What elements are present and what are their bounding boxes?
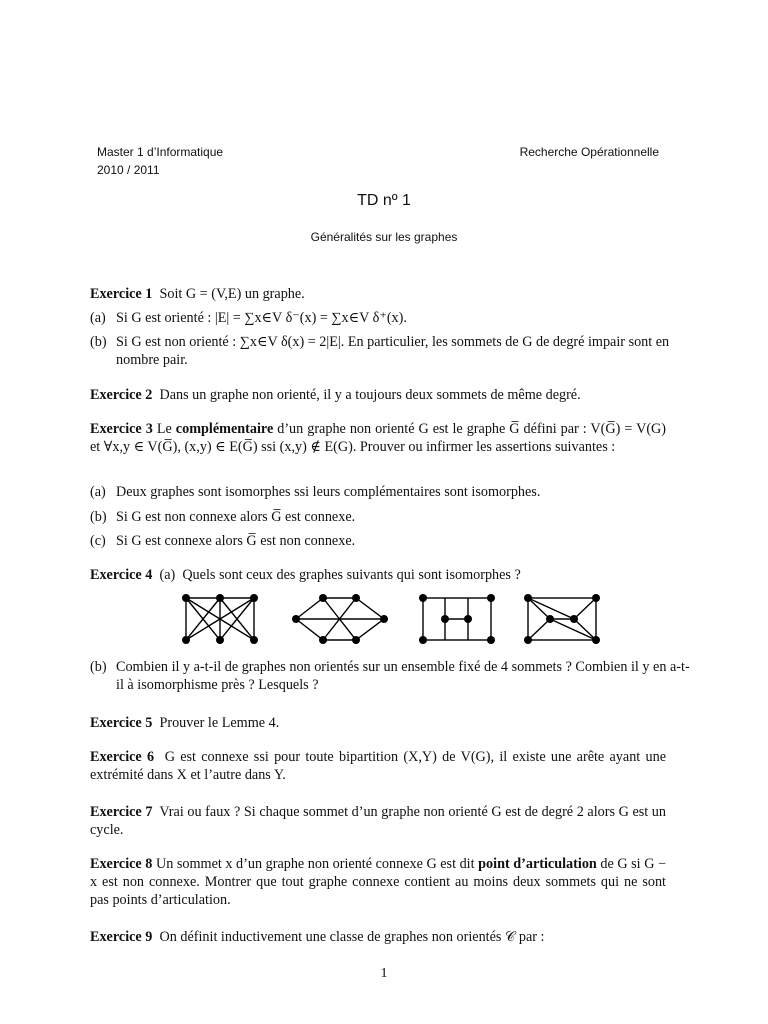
course-name: Master 1 d’Informatique bbox=[97, 145, 224, 159]
exercise-1-text: Soit G = (V,E) un graphe. bbox=[159, 286, 305, 302]
exercise-8 bbox=[90, 855, 666, 909]
exercise-9 bbox=[90, 928, 666, 946]
exercise-8-text-pre: Un sommet x d’un graphe non orienté connexe G est dit bbox=[155, 856, 479, 872]
exercise-2 bbox=[90, 386, 666, 404]
exercise-3-b-label: (b) bbox=[90, 509, 107, 525]
exercise-1-a-text: Si G est orienté : |E| = ∑x∈V δ⁻(x) = ∑x∈V δ⁺(x). bbox=[116, 310, 407, 326]
exercise-1-b-label: (b) bbox=[90, 334, 107, 350]
graph-1 bbox=[182, 594, 258, 644]
exercise-8-text-post: de G si G − x est non connexe. Montrer que tout graphe connexe contient au moins deux sommets qui ne sont pas points d’articulation. bbox=[90, 856, 667, 908]
graph-3 bbox=[419, 594, 495, 644]
exercise-7-label: Exercice 7 bbox=[90, 804, 153, 820]
exercise-3-bold-term: complémentaire bbox=[175, 421, 274, 437]
exercise-3-c-label: (c) bbox=[90, 533, 106, 549]
exercise-1 bbox=[90, 285, 666, 303]
exercise-7 bbox=[90, 803, 666, 839]
exercise-9-text: On définit inductivement une classe de graphes non orientés 𝒞 par : bbox=[159, 929, 545, 945]
exercise-2-label: Exercice 2 bbox=[90, 387, 153, 403]
graph-4 bbox=[524, 594, 600, 644]
exercise-8-label: Exercice 8 bbox=[90, 856, 153, 872]
subject-name: Recherche Opérationnelle bbox=[519, 145, 659, 159]
exercise-3-label: Exercice 3 bbox=[90, 421, 153, 437]
graphs-figure bbox=[0, 585, 768, 655]
exercise-3-a bbox=[90, 483, 666, 501]
exercise-1-b bbox=[90, 333, 692, 369]
exercise-3-text-pre: Le bbox=[156, 421, 176, 437]
page-number: 1 bbox=[380, 966, 388, 981]
exercise-3-b-text: Si G est non connexe alors G̅ est connexe. bbox=[116, 509, 356, 525]
exercise-3-a-text: Deux graphes sont isomorphes ssi leurs complémentaires sont isomorphes. bbox=[116, 484, 541, 500]
exercise-6-label: Exercice 6 bbox=[90, 749, 155, 765]
exercise-4-b bbox=[90, 658, 692, 694]
exercise-6-text: G est connexe ssi pour toute bipartition (X,Y) de V(G), il existe une arête ayant une extrémité dans X et l’autre dans Y. bbox=[90, 749, 667, 783]
exercise-2-text: Dans un graphe non orienté, il y a toujours deux sommets de même degré. bbox=[159, 387, 581, 403]
graph-2 bbox=[292, 594, 388, 644]
exercise-3-c bbox=[90, 532, 666, 550]
exercise-3-b bbox=[90, 508, 666, 526]
exercise-5-label: Exercice 5 bbox=[90, 715, 153, 731]
exercise-4-label: Exercice 4 bbox=[90, 567, 153, 583]
exercise-9-label: Exercice 9 bbox=[90, 929, 153, 945]
exercise-6 bbox=[90, 748, 666, 784]
exercise-4-b-text: Combien il y a-t-il de graphes non orientés sur un ensemble fixé de 4 sommets ? Combien il y en a-t-il à isomorphisme près ? Lesquels ? bbox=[116, 659, 690, 693]
exercise-1-a-label: (a) bbox=[90, 310, 106, 326]
page-title: TD nº 1 bbox=[357, 192, 411, 209]
exercise-3-a-label: (a) bbox=[90, 484, 106, 500]
exercise-3 bbox=[90, 420, 666, 456]
exercise-1-a bbox=[90, 309, 666, 327]
academic-year: 2010 / 2011 bbox=[97, 163, 160, 177]
exercise-3-c-text: Si G est connexe alors G̅ est non connexe. bbox=[116, 533, 356, 549]
exercise-7-text: Vrai ou faux ? Si chaque sommet d’un graphe non orienté G est de degré 2 alors G est un cycle. bbox=[90, 804, 666, 838]
exercise-8-bold-term: point d’articulation bbox=[478, 856, 597, 872]
exercise-5 bbox=[90, 714, 666, 732]
exercise-1-label: Exercice 1 bbox=[90, 286, 153, 302]
exercise-5-text: Prouver le Lemme 4. bbox=[159, 715, 280, 731]
exercise-4-a-label: (a) bbox=[159, 567, 176, 583]
exercise-4 bbox=[90, 566, 666, 584]
exercise-4-b-label: (b) bbox=[90, 659, 107, 675]
exercise-4-a-text: Quels sont ceux des graphes suivants qui sont isomorphes ? bbox=[182, 567, 521, 583]
exercise-1-b-text: Si G est non orienté : ∑x∈V δ(x) = 2|E|. En particulier, les sommets de G de degré impair sont en nombre pair. bbox=[116, 334, 670, 368]
exercise-3-text-post: d’un graphe non orienté G est le graphe G̅ défini par : V(G̅) = V(G) et ∀x,y ∈ V(G̅), (x,y) ∈ E(G̅) ssi (x,y) ∉ E(G). Prouver ou infirmer les assertions suivantes : bbox=[90, 421, 667, 455]
page-subtitle: Généralités sur les graphes bbox=[310, 230, 458, 244]
